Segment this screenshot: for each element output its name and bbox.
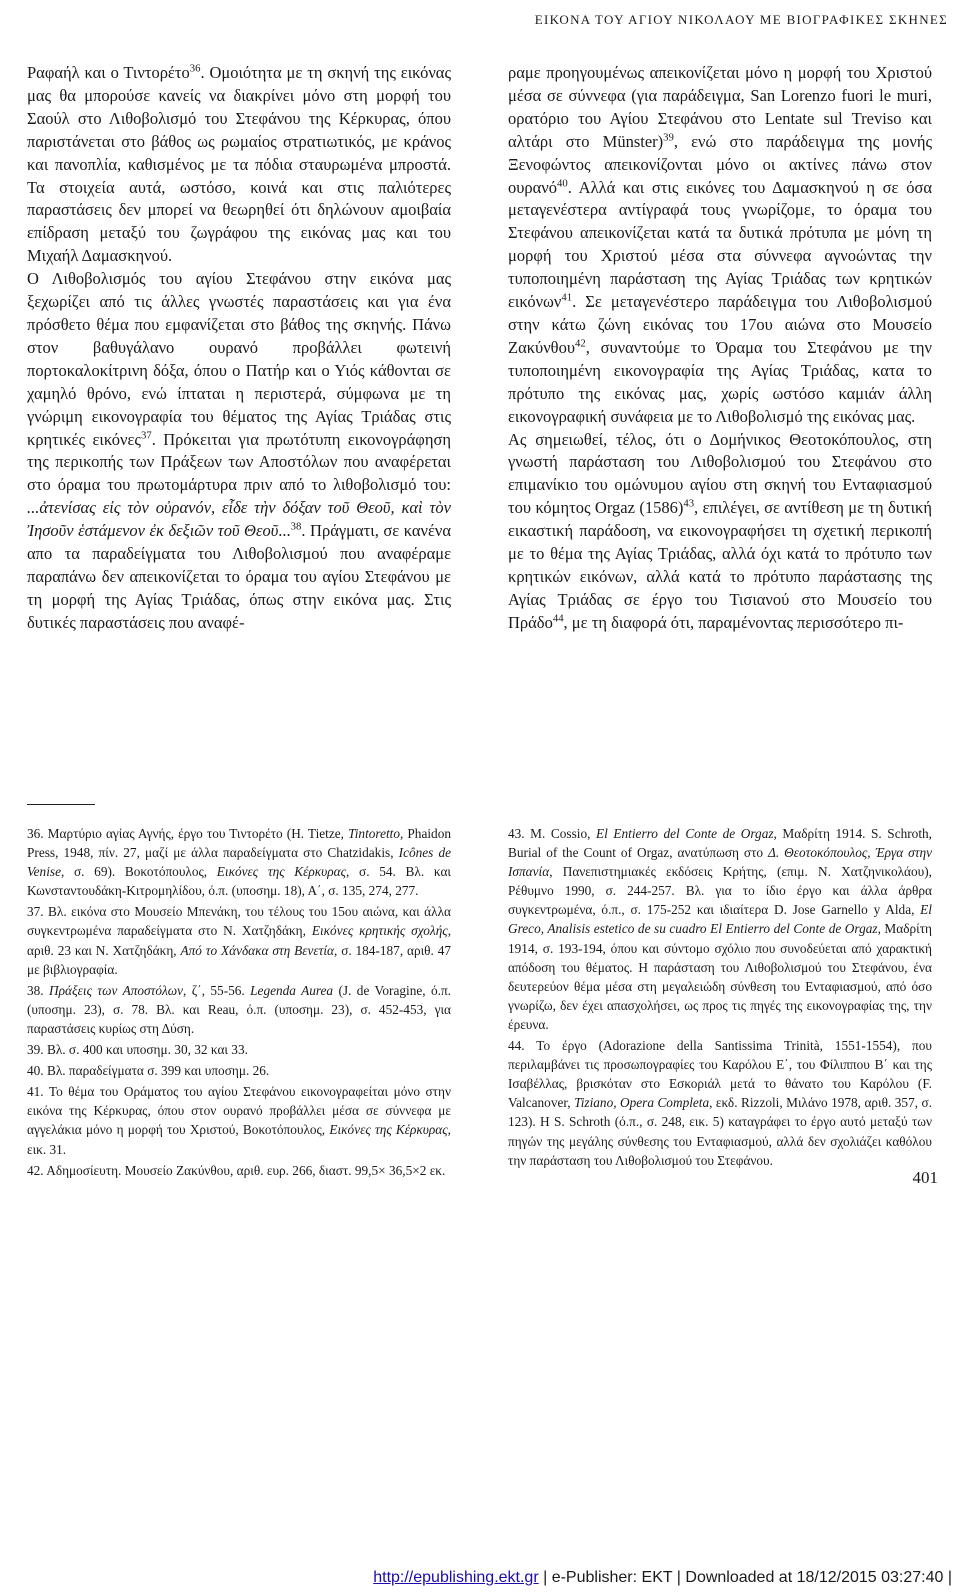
footnote: 36. Μαρτύριο αγίας Αγνής, έργο του Τιντορέτο (H. Tietze, Tintoretto, Phaidon Press, 1948, πίν. 27, μαζί με άλλα παραδείγματα στο Chatzidakis, Icônes de Venise, σ. 69). Βοκοτόπουλος, Εικόνες της Κέρκυρας, σ. 54. Βλ. και Κωνσταντουδάκη-Κιτρομηλίδου, ό.π. (υποσημ. 18), Α΄, σ. 135, 274, 277. <box>27 826 452 899</box>
paragraph: Ο Λιθοβολισμός του αγίου Στεφάνου στην εικόνα μας ξεχωρίζει από τις άλλες γνωστές παραστάσεις και για ένα πρόσθετο θέμα που εμφανίζεται στο βάθος της σκηνής. Πάνω στον βαθυγάλανο ουρανό προβάλλει φωτεινή πορτοκαλοκίτρινη δόξα, όπου ο Πατήρ και ο Υιός κάθονται σε χαμηλό θρόνο, ενώ ίπταται η περιστερά, σύμφωνα με τη γνώριμη εικονογραφία του θέματος της Αγίας Τριάδας στις κρητικές εικόνες$^{37}$. Πρόκειται για πρωτότυπη εικονογράφηση της περικοπής των Πράξεων των Αποστόλων που αναφέρεται στο όραμα του πρωτομάρτυρα πριν από το λιθοβολισμό του: ...ἀτενίσας εἰς τὸν οὐρανόν, εἶδε τὴν δόξαν τοῦ Θεοῦ, καὶ τὸν Ἰησοῦν ἑστάμενον ἐκ δεξιῶν τοῦ Θεοῦ...$^{38}$. Πράγματι, σε κανένα απο τα παραδείγματα του Λιθοβολισμού που αναφέραμε παραπάνω δεν απεικονίζεται το όραμα του αγίου Στεφάνου με τη μορφή της Αγίας Τριάδας, όπως στην εικόνα μας. Στις δυτικές παραστάσεις που αναφέ- <box>27 269 452 632</box>
footer-info: | e-Publisher: EKT | Downloaded at 18/12/2015 03:27:40 | <box>538 1569 952 1586</box>
footnote: 44. Το έργο (Adorazione della Santissima Trinità, 1551-1554), που περιλαμβάνει τις προσωπογραφίες του Καρόλου Ε΄, του Φίλιππου Β΄ και της Ισαβέλλας, βρισκόταν στο Εσκοριάλ μετά το θάνατο του Καρόλου (F. Valcanover, Tiziano, Opera Completa, εκδ. Rizzoli, Μιλάνο 1978, αριθ. 357, σ. 123). Η S. Schroth (ό.π., σ. 248, εικ. 5) καταγράφει το έργο αυτό μεταξύ των πηγών της μεγάλης σύνθεσης του Ενταφιασμού, αλλά δεν σχολιάζει καθόλου την παράσταση του Λιθοβολισμού του Στεφάνου. <box>508 1038 933 1168</box>
footnote: 42. Αδημοσίευτη. Μουσείο Ζακύνθου, αριθ. ευρ. 266, διαστ. 99,5× 36,5×2 εκ. <box>27 1162 446 1178</box>
footnotes-column-right <box>508 824 932 1172</box>
footnote-divider <box>27 804 95 805</box>
footnote: 38. Πράξεις των Αποστόλων, ζ΄, 55-56. Legenda Aurea (J. de Voragine, ό.π. (υποσημ. 23), σ. 78. Βλ. και Reau, ό.π. (υποσημ. 23), σ. 452-453, για παραστάσεις κυρίως στη Δύση. <box>27 982 451 1036</box>
footnote: 39. Βλ. σ. 400 και υποσημ. 30, 32 και 33. <box>27 1042 248 1058</box>
footnote: 41. Το θέμα του Οράματος του αγίου Στεφάνου εικονογραφείται μόνο στην εικόνα της Κέρκυρας, όπου στον ουρανό προβάλλει μέσα σε σύννεφα με αγγελάκια μόνο η μορφή του Χριστού, Βοκοτόπουλος, Εικόνες της Κέρκυρας, εικ. 31. <box>27 1084 451 1157</box>
publisher-link[interactable]: http://epublishing.ekt.gr <box>373 1569 539 1586</box>
paragraph: Ας σημειωθεί, τέλος, ότι ο Δομήνικος Θεοτοκόπουλος, στη γνωστή παράσταση του Λιθοβολισμού του Στεφάνου στο επιμανίκιο του ομώνυμου αγίου στη σκηνή του Ενταφιασμού του κόμητος Orgaz $(1586)^{43}$, επιλέγει, σε αντίθεση με τη δυτική εικαστική παράδοση, να εικονογραφήσει τη σχετική περικοπή με το θέμα της Αγίας Τριάδας, αλλά όχι κατά το πρότυπο των κρητικών εικόνων, αλλά κατά το πρότυπο παράστασης της Αγίας Τριάδας σε έργο του Τισιανού στο Μουσείο του Πράδο$^{44}$, με τη διαφορά ότι, παραμένοντας περισσότερο πι- <box>508 429 933 632</box>
footnotes-column-left <box>27 824 451 1182</box>
footnote: 43. M. Cossio, El Entierro del Conte de Orgaz, Μαδρίτη 1914. S. Schroth, Burial of the Count of Orgaz, ανατύπωση στο Δ. Θεοτοκόπουλος, Έργα στην Ισπανία, Πανεπιστημιακές εκδόσεις Κρήτης, (επιμ. Ν. Χατζηνικολάου), Ρέθυμνο 1990, σ. 244-257. Βλ. για το ίδιο έργο και άλλα άρθρα συγκεντρωμένα, ό.π., σ. 175-252 και ιδιαίτερα D. Jose Garnello y Alda, El Greco, Analisis estetico de su cuadro El Entierro del Conte de Orgaz, Μαδρίτη 1914, σ. 193-194, όπου και σύντομο σχόλιο που συνοδεύεται από χαρακτική απόδοση του θέματος. Η παράσταση του Λιθοβολισμού του Στεφάνου, ένα δευτερεύον θέμα μέσα στη μεγαλειώδη σύνθεση του Ενταφιασμού, από όσο γνωρίζω, δεν έχει απασχολήσει, ως προς τις πηγές της εικονογραφίας της, την έρευνα. <box>508 826 932 1032</box>
page-number: 401 <box>912 1168 938 1187</box>
footnote: 37. Βλ. εικόνα στο Μουσείο Μπενάκη, του τέλους του 15ου αιώνα, και άλλα συγκεντρωμένα παραδείγματα στο Ν. Χατζηδάκη, Εικόνες κρητικής σχολής, αριθ. 23 και Ν. Χατζηδάκη, Από το Χάνδακα στη Βενετία, σ. 184-187, αριθ. 47 με βιβλιογραφία. <box>27 904 452 977</box>
paragraph: ραμε προηγουμένως απεικονίζεται μόνο η μορφή του Χριστού μέσα σε σύννεφα (για παράδειγμα, San Lorenzo fuori le muri, ορατόριο του Αγίου Στεφάνου στο Lentate sul Treviso και αλτάρι στο Münster)$^{39}$, ενώ στο παράδειγμα της μονής Ξενοφώντος απεικονίζονται μόνο οι ακτίνες πάνω στον ουρανό$^{40}$. Αλλά και στις εικόνες του Δαμασκηνού η σε όσα μεταγενέστερα αντίγραφά τους γνωρίζομε, το όραμα του Στεφάνου απεικονίζεται κατά τα δυτικά πρότυπα με μόνη τη μορφή του Χριστού μέσα στα σύννεφα αγνοώντας την τυποποιημένη παράσταση της Αγίας Τριάδας των κρητικών εικόνων$^{41}$. Σε μεταγενέστερο παράδειγμα του Λιθοβολισμού στην κάτω ζώνη εικόνας του 17ου αιώνα στο Μουσείο Ζακύνθου$^{42}$, συναντούμε το Όραμα του Στεφάνου με την τυποποιημένη εικονογραφία της Αγίας Τριάδας, κατα το πρότυπο της εικόνας μας, χωρίς ωστόσο καμιάν άλλη εικονογραφική συνάφεια με το Λιθοβολισμό της εικόνας μας. <box>508 63 932 426</box>
footnote: 40. Βλ. παραδείγματα σ. 399 και υποσημ. 26. <box>27 1063 270 1079</box>
body-column-right <box>508 62 932 635</box>
download-footer <box>0 1569 960 1587</box>
body-column-left <box>27 62 451 635</box>
paragraph: Ραφαήλ και ο Τιντορέτο$^{36}$. Ομοιότητα με τη σκηνή της εικόνας μας θα μπορούσε κανείς να διακρίνει μόνο στη μορφή του Σαούλ στο Λιθοβολισμό του Στεφάνου της Κέρκυρας, όπου παριστάνεται στο βάθος ως ρωμαίος στρατιωτικός, με κράνος και πανοπλία, καθισμένος με τα πόδια σταυρωμένα μπροστά. Τα στοιχεία αυτά, ωστόσο, κοινά και στις παλιότερες παραστάσεις δεν μπορεί να θεωρηθεί ότι δηλώνουν αμοιβαία επίδραση μεταξύ του ζωγράφου της εικόνας μας και του Μιχαήλ Δαμασκηνού. <box>27 62 451 266</box>
running-head: ΕΙΚΟΝΑ ΤΟΥ ΑΓΙΟΥ ΝΙΚΟΛΑΟΥ ΜΕ ΒΙΟΓΡΑΦΙΚΕΣ ΣΚΗΝΕΣ <box>534 12 948 27</box>
